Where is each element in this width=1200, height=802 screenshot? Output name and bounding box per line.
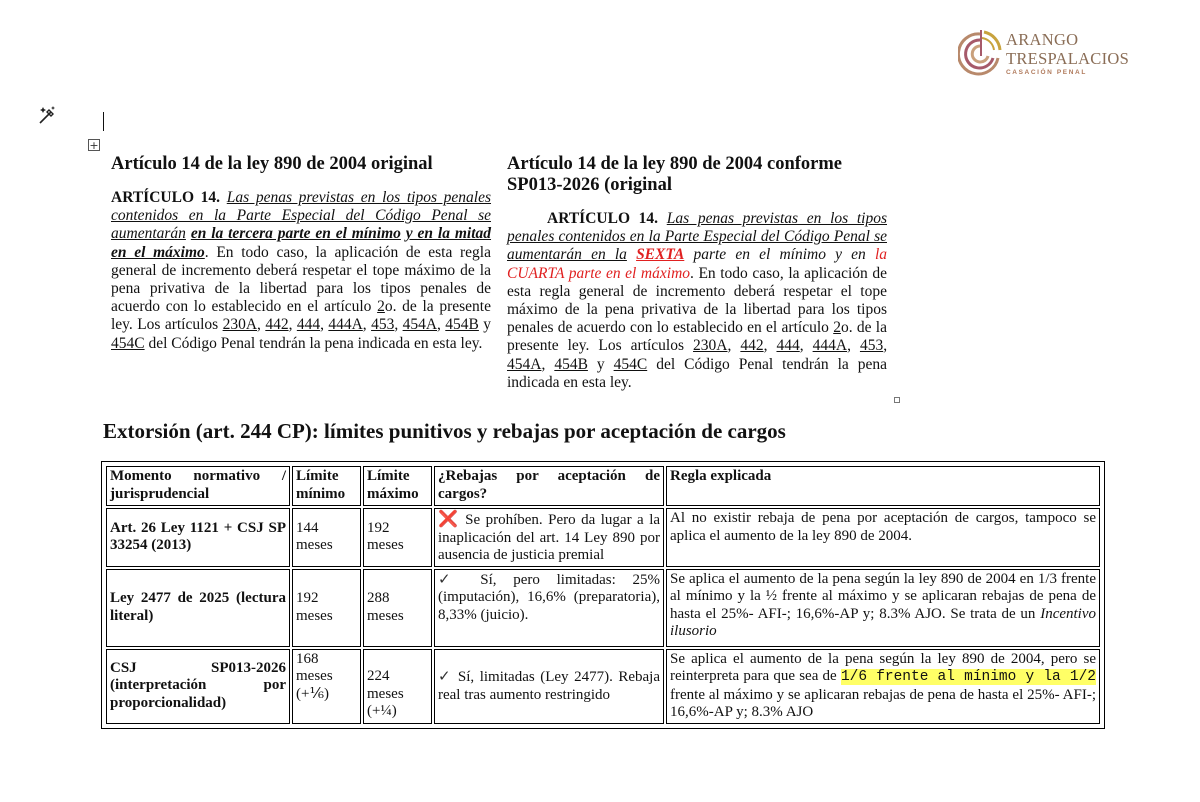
- left-art-link[interactable]: 444A: [328, 316, 363, 334]
- cell-minimo-value: 168 meses: [296, 650, 333, 684]
- cell-regla: [666, 569, 1100, 647]
- left-art-link[interactable]: 444: [296, 316, 321, 334]
- cell-maximo: 288 meses: [363, 569, 432, 647]
- table-row: [106, 569, 1100, 647]
- left-article-lead: ARTÍCULO 14.: [111, 189, 221, 206]
- left-art-link[interactable]: 454A: [402, 316, 438, 334]
- right-art-link[interactable]: 444: [776, 337, 800, 355]
- cell-maximo-value: 224 meses: [367, 668, 404, 702]
- table-row: [106, 649, 1100, 724]
- left-s3: y en la mitad en el máximo: [111, 225, 492, 261]
- table-header-row: [106, 466, 1100, 506]
- cell-minimo: 144 meses: [292, 508, 361, 567]
- highlighted-fraction: 1/6 frente al mínimo y la 1/2: [840, 669, 1097, 685]
- text-cursor: [103, 112, 104, 131]
- cell-minimo: [292, 649, 361, 724]
- left-art-link[interactable]: 454B: [445, 316, 479, 334]
- cell-regla-text: Se aplica el aumento de la pena según la ley 890 de 2004, pero se reinterpreta para que sea de: [670, 650, 1096, 684]
- right-art-link[interactable]: 444A: [812, 337, 848, 355]
- right-article-lead: ARTÍCULO 14.: [547, 210, 659, 227]
- cell-regla-text: Se aplica el aumento de la pena según la ley 890 de 2004 en 1/3 frente al mínimo y la ½ frente al máximo y se aplicaran rebajas de pena de hasta el 25%- AFI-; 16,6%-AP y; 8.3% AJO. Se trata de un: [670, 570, 1096, 622]
- right-article-text: ARTÍCULO 14. Las penas previstas en los tipos penales contenidos en la Parte Especial del Código Penal se aumentarán en la SEXTA parte en el mínimo y en la CUARTA parte en el máximo. En todo caso, la aplicación de esta regla general de incremento deberá respetar el tope máximo de la pena privativa de la libertad para los tipos penales de acuerdo con lo establecido en el artículo 2o. de la presente ley. Los artículos 230A, 442, 444, 444A, 453, 454A, 454B y 454C del Código Penal tendrán la pena indicada en esta ley.: [507, 210, 888, 391]
- red-x-icon: ❌: [438, 509, 460, 528]
- right-s7: o. de la presente ley. Los artículos: [507, 319, 887, 355]
- header-maximo: Límite máximo: [363, 466, 432, 506]
- left-s1: Las penas previstas en los tipos penales contenidos en la Parte Especial del Código Penal se aumentarán: [111, 189, 492, 243]
- resize-handle[interactable]: [894, 397, 900, 403]
- logo-line1: ARANGO: [1006, 30, 1079, 49]
- header-regla: Regla explicada: [666, 466, 1100, 506]
- firm-logo: [958, 28, 1130, 84]
- left-s6: del Código Penal tendrán la pena indicada en esta ley.: [148, 334, 483, 352]
- right-column: [507, 154, 887, 392]
- left-art-link[interactable]: 454C: [111, 334, 145, 352]
- left-column-title: Artículo 14 de la ley 890 de 2004 original: [111, 154, 433, 174]
- left-article-text: ARTÍCULO 14. Las penas previstas en los tipos penales contenidos en la Parte Especial del Código Penal se aumentarán en la tercera parte en el mínimo y en la mitad en el máximo. En todo caso, la aplicación de esta regla general de incremento deberá respetar el tope máximo de la pena privativa de la libertad para los tipos penales de acuerdo con lo establecido en el artículo 2o. de la presente ley. Los artículos 230A, 442, 444, 444A, 453, 454A, 454B y 454C del Código Penal tendrán la pena indicada en esta ley.: [111, 189, 492, 352]
- cell-regla: [666, 649, 1100, 724]
- cell-regla-italic: Incentivo ilusorio: [670, 605, 1097, 639]
- logo-line2: TRESPALACIOS: [1006, 49, 1130, 68]
- left-s2: en la tercera parte en el mínimo: [190, 225, 401, 243]
- concentric-arc-logo-icon: [958, 28, 1002, 84]
- logo-tagline: CASACIÓN PENAL: [1006, 69, 1087, 76]
- comparison-table: [101, 461, 1105, 729]
- cell-momento: CSJ SP013-2026 (interpretación por proporcionalidad): [106, 649, 290, 724]
- left-art-link[interactable]: 230A: [222, 316, 258, 334]
- right-column-title: Artículo 14 de la ley 890 de 2004 conforme SP013-2026 (original: [507, 154, 842, 195]
- right-s3: parte en el mínimo: [693, 246, 826, 264]
- cell-regla: Al no existir rebaja de pena por aceptación de cargos, tampoco se aplica el aumento de la ley 890 de 2004.: [666, 508, 1100, 567]
- right-art-link[interactable]: 454C: [613, 355, 648, 373]
- logo-wordmark: [1006, 30, 1129, 68]
- right-art-ref[interactable]: 2: [833, 319, 841, 337]
- left-column: [111, 154, 491, 353]
- left-art-link[interactable]: 453: [371, 316, 395, 334]
- right-art-link[interactable]: 442: [740, 337, 764, 355]
- right-s5-cuarta: la CUARTA parte en el máximo: [507, 246, 888, 282]
- cell-maximo: [363, 649, 432, 724]
- left-s5: o. de la presente ley. Los artículos: [111, 298, 491, 334]
- right-s4: y en: [835, 246, 866, 264]
- left-art-link[interactable]: 442: [265, 316, 289, 334]
- header-minimo: Límite mínimo: [292, 466, 361, 506]
- right-art-link[interactable]: 230A: [693, 337, 728, 355]
- cell-rebajas-text: Sí, limitadas (Ley 2477). Rebaja real tras aumento restringido: [438, 669, 660, 703]
- right-s1: Las penas previstas en los tipos penales contenidos en la Parte Especial del Código Penal se aumentarán en la: [507, 210, 887, 264]
- right-art-link[interactable]: 454B: [554, 355, 588, 373]
- cell-minimo-note: (+⅙): [296, 685, 329, 702]
- table-move-handle-icon[interactable]: +: [89, 139, 99, 152]
- cell-regla-text-b: frente al máximo y se aplicaran rebajas de pena de hasta el 25%- AFI-; 16,6%-AP y; 8.3% AJO: [670, 686, 1096, 720]
- cell-maximo-note: (+¼): [367, 703, 397, 719]
- cell-rebajas-text: Sí, pero limitadas: 25% (imputación), 16,6% (preparatoria), 8,33% (juicio).: [438, 571, 660, 623]
- check-icon: ✓: [438, 569, 464, 588]
- header-rebajas: ¿Rebajas por aceptación de cargos?: [434, 466, 664, 506]
- cell-rebajas: [434, 508, 664, 567]
- right-art-link[interactable]: 454A: [507, 355, 542, 373]
- cell-momento: Art. 26 Ley 1121 + CSJ SP 33254 (2013): [106, 508, 290, 567]
- check-icon: ✓: [438, 667, 453, 685]
- right-s2-sexta: SEXTA: [636, 246, 685, 264]
- left-s4: . En todo caso, la aplicación de esta regla general de incremento deberá respetar el tope máximo de la pena privativa de la libertad para los tipos penales de acuerdo con lo establecido en el artículo: [111, 243, 491, 316]
- right-s8: del Código Penal tendrán la pena indicada en esta ley.: [507, 355, 888, 391]
- cell-maximo: 192 meses: [363, 508, 432, 567]
- right-s6: . En todo caso, la aplicación de esta regla general de incremento deberá respetar el tope máximo de la pena privativa de la libertad para los tipos penales de acuerdo con lo establecido en el artículo: [507, 264, 887, 337]
- right-art-link[interactable]: 453: [859, 337, 884, 355]
- cell-rebajas: [434, 649, 664, 724]
- cell-momento: Ley 2477 de 2025 (lectura literal): [106, 569, 290, 647]
- cell-rebajas-text: Se prohíben. Pero da lugar a la inaplicación del art. 14 Ley 890 por ausencia de justicia premial: [438, 512, 661, 563]
- section-title: Extorsión (art. 244 CP): límites punitivos y rebajas por aceptación de cargos: [103, 419, 786, 443]
- cell-minimo: 192 meses: [292, 569, 361, 647]
- cell-rebajas: [434, 569, 664, 647]
- left-art-ref[interactable]: 2: [377, 298, 385, 316]
- magic-wand-sparkle-icon[interactable]: [37, 104, 59, 126]
- table-row: [106, 508, 1100, 567]
- header-momento: Momento normativo / jurisprudencial: [106, 466, 290, 506]
